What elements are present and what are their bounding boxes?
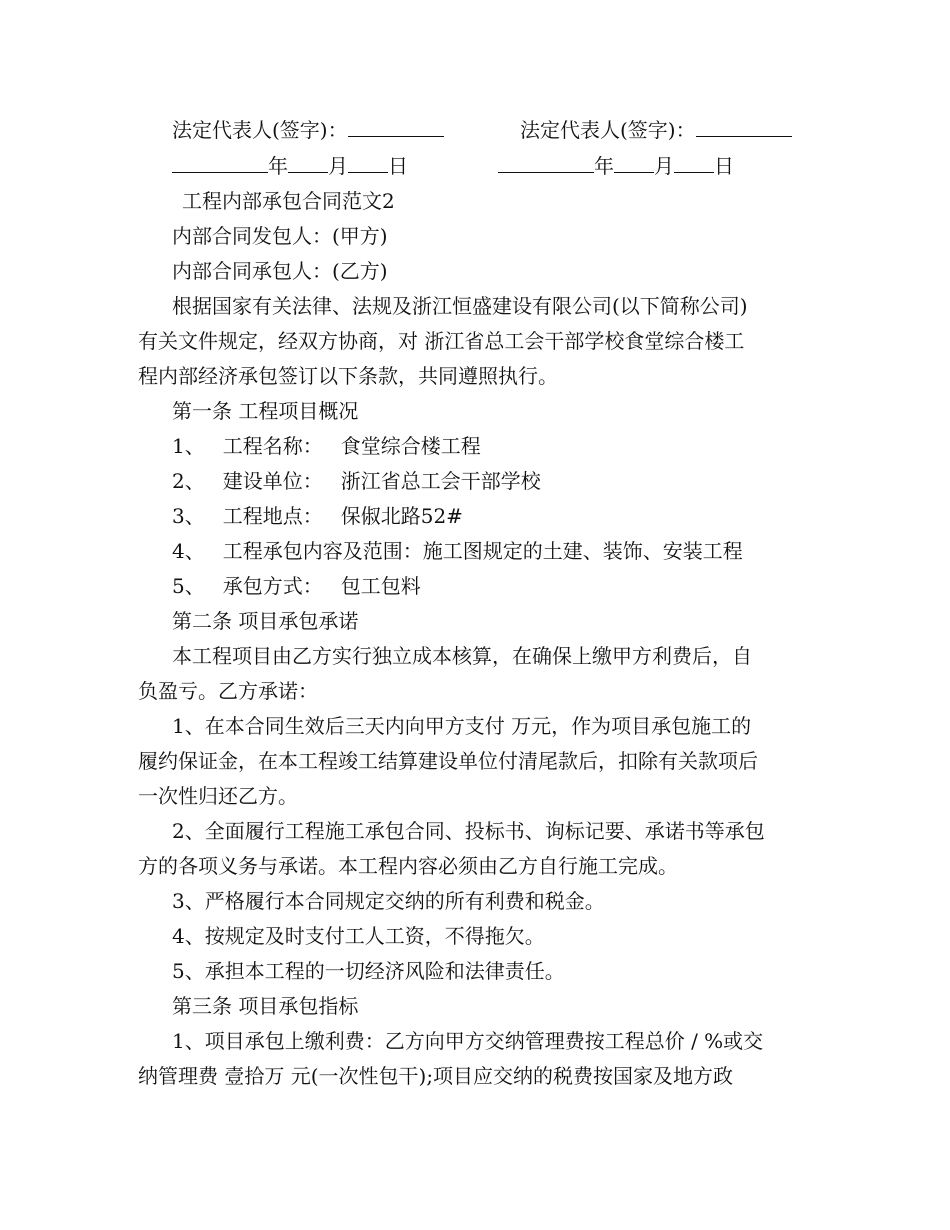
article-1-heading: 第一条 工程项目概况 <box>172 399 359 423</box>
intro-line: 程内部经济承包签订以下条款，共同遵照执行。 <box>138 364 558 388</box>
article-2-line: 3、严格履行本合同规定交纳的所有利费和税金。 <box>172 889 605 913</box>
signature-row-right <box>520 118 792 142</box>
article-2-line: 负盈亏。乙方承诺： <box>138 679 318 703</box>
left-date-row <box>172 154 408 178</box>
item-label: 工程名称： <box>222 434 323 458</box>
year-label: 年 <box>268 154 288 178</box>
item-value: 施工图规定的土建、装饰、安装工程 <box>422 539 743 563</box>
article-3-line: 纳管理费 壹拾万 元(一次性包干);项目应交纳的税费按国家及地方政 <box>138 1064 734 1088</box>
item-value: 包工包料 <box>340 574 421 598</box>
item-number: 4、 <box>172 539 205 563</box>
article-2-line: 2、全面履行工程施工承包合同、投标书、询标记要、承诺书等承包 <box>172 819 765 843</box>
employer-party: 内部合同发包人：(甲方) <box>172 224 388 248</box>
article-2-line: 本工程项目由乙方实行独立成本核算，在确保上缴甲方利费后，自 <box>172 644 752 668</box>
month-blank <box>288 154 328 173</box>
year-label: 年 <box>594 154 614 178</box>
article-1-item <box>172 574 421 598</box>
article-3-heading: 第三条 项目承包指标 <box>172 994 359 1018</box>
item-label: 建设单位： <box>222 469 323 493</box>
month-label: 月 <box>654 154 674 178</box>
day-label: 日 <box>714 154 734 178</box>
article-1-item <box>172 469 541 493</box>
item-label: 承包方式： <box>222 574 323 598</box>
left-signature-label: 法定代表人(签字)： <box>172 118 348 142</box>
intro-line: 根据国家有关法律、法规及浙江恒盛建设有限公司(以下简称公司) <box>172 294 748 318</box>
contractor-party: 内部合同承包人：(乙方) <box>172 259 388 283</box>
item-value: 食堂综合楼工程 <box>340 434 481 458</box>
article-2-line: 4、按规定及时支付工人工资，不得拖欠。 <box>172 924 545 948</box>
item-label: 工程地点： <box>222 504 323 528</box>
day-label: 日 <box>388 154 408 178</box>
item-number: 3、 <box>172 504 205 528</box>
article-1-item <box>172 504 463 528</box>
item-label: 工程承包内容及范围： <box>222 539 423 563</box>
article-2-line: 履约保证金，在本工程竣工结算建设单位付清尾款后，扣除有关款项后 <box>138 749 758 773</box>
article-1-item <box>172 434 481 458</box>
article-2-line: 5、承担本工程的一切经济风险和法律责任。 <box>172 959 565 983</box>
right-date-row <box>498 154 734 178</box>
item-value: 保俶北路52# <box>340 504 463 528</box>
article-1-item <box>172 539 743 563</box>
year-blank <box>172 154 268 173</box>
signature-row <box>172 118 444 142</box>
month-label: 月 <box>328 154 348 178</box>
day-blank <box>674 154 714 173</box>
month-blank <box>614 154 654 173</box>
article-2-heading: 第二条 项目承包承诺 <box>172 609 359 633</box>
item-value: 浙江省总工会干部学校 <box>340 469 541 493</box>
article-3-line: 1、项目承包上缴利费：乙方向甲方交纳管理费按工程总价 / %或交 <box>172 1029 764 1053</box>
item-number: 5、 <box>172 574 205 598</box>
article-2-line: 方的各项义务与承诺。本工程内容必须由乙方自行施工完成。 <box>138 854 678 878</box>
intro-line: 有关文件规定，经双方协商，对 浙江省总工会干部学校食堂综合楼工 <box>138 329 745 353</box>
document-title: 工程内部承包合同范文2 <box>182 189 395 213</box>
item-number: 1、 <box>172 434 205 458</box>
year-blank <box>498 154 594 173</box>
left-signature-blank <box>348 118 444 137</box>
article-2-line: 1、在本合同生效后三天内向甲方支付 万元，作为项目承包施工的 <box>172 714 752 738</box>
day-blank <box>348 154 388 173</box>
right-signature-label: 法定代表人(签字)： <box>520 118 696 142</box>
item-number: 2、 <box>172 469 205 493</box>
article-2-line: 一次性归还乙方。 <box>138 784 298 808</box>
right-signature-blank <box>696 118 792 137</box>
